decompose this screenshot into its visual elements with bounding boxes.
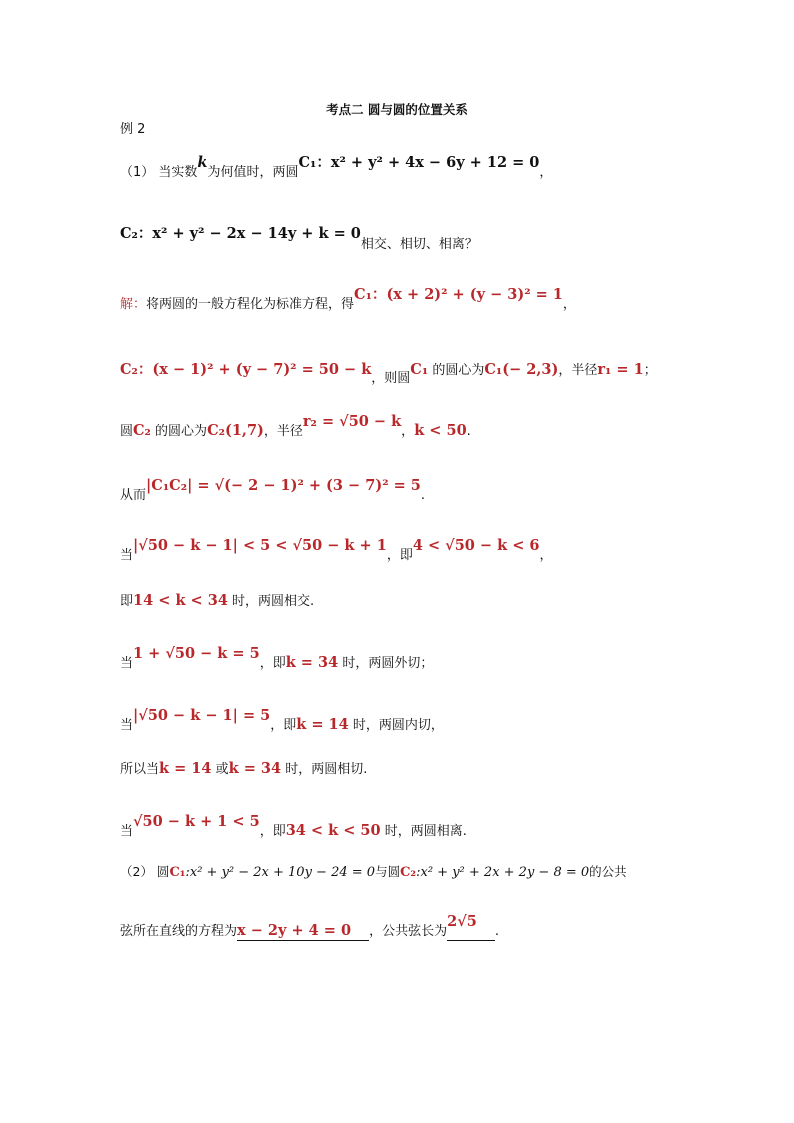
- solution-line-1: [120, 286, 576, 313]
- sol-l2-center: C₁(− 2,3): [484, 361, 559, 378]
- sol-l9-equation: k = 14: [159, 760, 212, 777]
- q2-c2: C₂: [400, 865, 417, 880]
- sol-l6-t1: 时，两圆相交.: [227, 594, 315, 609]
- sol-l3-t2: ，半径: [263, 424, 303, 439]
- q2-t4: ，公共弦长为: [369, 924, 448, 939]
- sol-l5-t1: ，即: [386, 548, 413, 563]
- c1-equation: x² + y² + 4x − 6y + 12 = 0: [330, 154, 540, 171]
- sol-l10-t2: 时，两圆相离.: [380, 824, 467, 839]
- solution-line-2: [120, 358, 657, 386]
- sol-l2-c1: C₁: [410, 361, 429, 378]
- sol-l2-end: ；: [643, 363, 657, 378]
- solution-line-9: [120, 758, 367, 777]
- q1-mid: 为何值时，两圆: [207, 165, 299, 180]
- q2-c1: C₁: [169, 865, 186, 880]
- solution-line-3: [120, 413, 471, 439]
- section-title: 考点二 圆与圆的位置关系: [326, 102, 468, 117]
- sol-l8-t2: 时，两圆内切，: [348, 718, 444, 733]
- sol-l2-t1: ，则圆: [371, 371, 411, 386]
- q2-t1: 与圆: [375, 864, 401, 879]
- sol-l8-t0: 当: [120, 718, 134, 733]
- sol-l3-t0: 圆: [120, 424, 134, 439]
- sol-l10-equation-2: 34 < k < 50: [285, 822, 381, 839]
- sol-l10-t0: 当: [120, 824, 134, 839]
- answer-chord-length: [447, 913, 495, 941]
- solution-line-7: [120, 645, 434, 671]
- sol-l2-equation: (x − 1)² + (y − 7)² = 50 − k: [152, 361, 372, 378]
- question-1-line-1: [120, 154, 553, 181]
- sol-l7-t2: 时，两圆外切；: [338, 656, 434, 671]
- q2-answer-2: 2√5: [447, 913, 477, 930]
- q2-answer-1: x − 2y + 4 = 0: [237, 922, 352, 939]
- sol-l10-t1: ，即: [259, 824, 286, 839]
- sol-l6-t0: 即: [120, 594, 134, 609]
- sol-l2-t2: 的圆心为: [428, 363, 485, 378]
- sol-l3-t3: ，: [401, 424, 415, 439]
- sol-l5-end: ，: [539, 548, 553, 563]
- sol-l4-equation: |C₁C₂| = √(− 2 − 1)² + (3 − 7)² = 5: [146, 477, 421, 494]
- sol-l7-equation-2: k = 34: [285, 654, 339, 671]
- solution-label: 解：: [120, 297, 147, 312]
- q1-ask: 相交、相切、相离？: [360, 237, 478, 252]
- sol-l4-end: .: [420, 488, 426, 503]
- sol-l8-equation: |√50 − k − 1| = 5: [133, 707, 271, 724]
- solution-line-5: [120, 537, 553, 563]
- q2-t3: 弦所在直线的方程为: [120, 924, 238, 939]
- sol-l3-t1: 的圆心为: [150, 424, 208, 439]
- sol-l9-equation-2: k = 34: [228, 760, 282, 777]
- sol-l2-t3: ，半径: [558, 363, 598, 378]
- question-1-line-2: [120, 222, 478, 252]
- solution-line-4: [120, 477, 426, 503]
- sol-l7-t0: 当: [120, 656, 134, 671]
- sol-l3-cond: k < 50: [414, 422, 467, 439]
- sol-l5-t0: 当: [120, 548, 134, 563]
- sol-l3-end: .: [466, 424, 471, 439]
- sol-l1-c1: C₁：: [354, 286, 387, 303]
- c1-label: C₁：: [298, 154, 331, 171]
- sol-l7-equation: 1 + √50 − k = 5: [133, 645, 260, 662]
- sol-l3-r2: r₂ = √50 − k: [302, 413, 402, 430]
- solution-line-6: [120, 590, 314, 609]
- sol-l4-t0: 从而: [120, 488, 147, 503]
- c2-label: C₂：: [120, 225, 153, 242]
- sol-l9-t2: 时，两圆相切.: [281, 762, 368, 777]
- sol-l3-c2: C₂: [133, 422, 151, 439]
- sol-l5-equation: |√50 − k − 1| < 5 < √50 − k + 1: [133, 537, 387, 554]
- sol-l9-t1: 或: [211, 762, 229, 777]
- question-2-line-2: [120, 913, 499, 941]
- solution-line-8: [120, 707, 444, 733]
- sol-l1-equation: (x + 2)² + (y − 3)² = 1: [386, 286, 563, 303]
- q2-equation-1: :x² + y² − 2x + 10y − 24 = 0: [185, 865, 376, 880]
- sol-l7-t1: ，即: [259, 656, 286, 671]
- example-label: 例 2: [120, 122, 146, 137]
- sol-l6-equation: 14 < k < 34: [133, 592, 228, 609]
- sol-l2-r1: r₁ = 1: [597, 361, 644, 378]
- sol-l1-text: 将两圆的一般方程化为标准方程，得: [146, 297, 355, 312]
- question-2-line-1: [120, 862, 627, 880]
- answer-line-equation: [237, 922, 369, 941]
- q1-comma: ，: [539, 165, 553, 180]
- var-k: k: [197, 154, 208, 171]
- solution-line-10: [120, 813, 467, 839]
- q2-equation-2: :x² + y² + 2x + 2y − 8 = 0: [416, 865, 590, 880]
- q2-end: .: [494, 924, 499, 939]
- q2-prefix: （2） 圆: [120, 864, 170, 879]
- q2-t2: 的公共: [589, 864, 627, 879]
- q1-prefix: （1） 当实数: [120, 165, 198, 180]
- sol-l8-t1: ，即: [270, 718, 297, 733]
- c2-equation: x² + y² − 2x − 14y + k = 0: [152, 225, 361, 242]
- sol-l10-equation: √50 − k + 1 < 5: [133, 813, 260, 830]
- sol-l5-equation-2: 4 < √50 − k < 6: [412, 537, 540, 554]
- sol-l3-center: C₂(1,7): [207, 422, 264, 439]
- sol-l2-c2: C₂：: [120, 361, 153, 378]
- sol-l8-equation-2: k = 14: [296, 716, 349, 733]
- sol-l9-t0: 所以当: [120, 762, 160, 777]
- sol-l1-end: ，: [562, 297, 576, 312]
